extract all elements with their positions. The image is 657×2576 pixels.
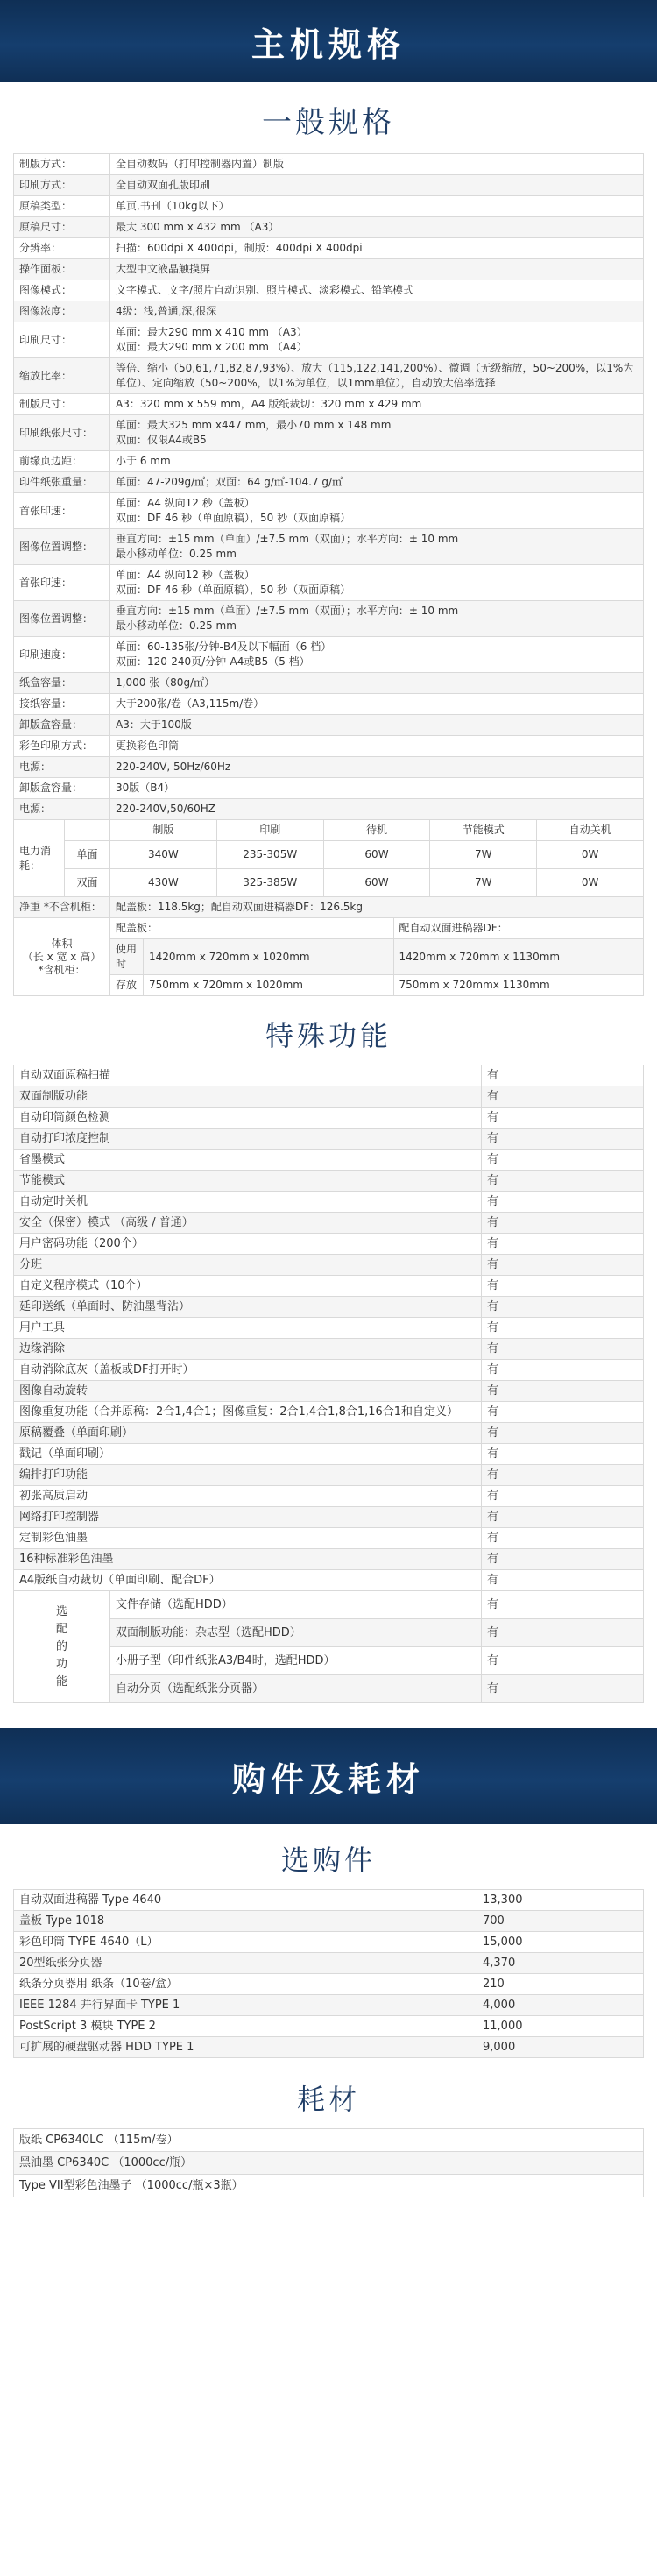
power-header-row: [14, 820, 644, 841]
spec-value: 1,000 张（80g/㎡）: [110, 673, 644, 694]
feature-value: 有: [482, 1297, 644, 1318]
feature-row: [14, 1402, 644, 1423]
feature-row: [14, 1570, 644, 1591]
header-title: 主机规格: [251, 25, 406, 64]
spec-label: 图像位置调整：: [14, 601, 110, 637]
feature-name: 安全（保密）模式 （高级 / 普通）: [14, 1213, 482, 1234]
feature-name: 编排打印功能: [14, 1465, 482, 1486]
power-value: 60W: [323, 841, 430, 869]
feature-name: 原稿覆叠（单面印刷）: [14, 1423, 482, 1444]
power-header: 印刷: [216, 820, 323, 841]
spec-label: 原稿类型：: [14, 196, 110, 217]
feature-name: 初张高质启动: [14, 1486, 482, 1507]
spec-value: 4级：浅,普通,深,很深: [110, 301, 644, 322]
spec-row: [14, 778, 644, 799]
spec-label: 印刷尺寸：: [14, 322, 110, 358]
option-name: 可扩展的硬盘驱动器 HDD TYPE 1: [14, 2037, 477, 2058]
spec-label: 卸版盒容量：: [14, 715, 110, 736]
spec-label: 操作面板：: [14, 259, 110, 280]
general-spec-title: 一般规格: [262, 105, 395, 140]
consumable-row: [14, 2129, 644, 2152]
feature-row: [14, 1086, 644, 1108]
feature-value: 有: [482, 1423, 644, 1444]
power-consumption-table: [13, 819, 644, 897]
optional-value: 有: [482, 1619, 644, 1647]
power-header: 制版: [110, 820, 217, 841]
feature-value: 有: [482, 1065, 644, 1086]
spec-row: [14, 280, 644, 301]
consumables-table: [13, 2128, 644, 2197]
option-row: [14, 1974, 644, 1995]
option-row: [14, 2016, 644, 2037]
option-price: 210: [477, 1974, 644, 1995]
spec-row: [14, 358, 644, 394]
feature-value: 有: [482, 1549, 644, 1570]
feature-value: 有: [482, 1213, 644, 1234]
options-table: [13, 1889, 644, 2058]
spec-value: 单页,书刊（10kg以下）: [110, 196, 644, 217]
optional-features-table: [13, 1590, 644, 1703]
feature-value: 有: [482, 1339, 644, 1360]
feature-row: [14, 1549, 644, 1570]
feature-value: 有: [482, 1255, 644, 1276]
feature-row: [14, 1065, 644, 1086]
feature-value: 有: [482, 1108, 644, 1129]
feature-name: 延印送纸（单面时、防油墨背沾）: [14, 1297, 482, 1318]
consumable-name: 版纸 CP6340LC （115m/卷）: [14, 2129, 644, 2152]
option-price: 9,000: [477, 2037, 644, 2058]
spec-row: [14, 196, 644, 217]
spec-label: 首张印速：: [14, 565, 110, 601]
feature-value: 有: [482, 1276, 644, 1297]
option-price: 11,000: [477, 2016, 644, 2037]
spec-label: 电源：: [14, 757, 110, 778]
consumable-row: [14, 2152, 644, 2175]
feature-row: [14, 1129, 644, 1150]
spec-value: 扫描：600dpi X 400dpi，制版：400dpi X 400dpi: [110, 238, 644, 259]
spec-value: 大型中文液晶触摸屏: [110, 259, 644, 280]
feature-row: [14, 1507, 644, 1528]
weight-value: 配盖板：118.5kg；配自动双面进稿器DF：126.5kg: [110, 897, 644, 918]
option-row: [14, 1890, 644, 1911]
feature-row: [14, 1213, 644, 1234]
spec-label: 电源：: [14, 799, 110, 820]
dim-state: 使用时: [110, 939, 144, 975]
spec-row: [14, 451, 644, 472]
dimensions-label: 体积 （长 x 宽 x 高） *含机柜：: [14, 918, 110, 996]
feature-name: 图像重复功能（合并原稿：2合1,4合1；图像重复：2合1,4合1,8合1,16合1和自定义）: [14, 1402, 482, 1423]
feature-value: 有: [482, 1402, 644, 1423]
spec-label: 图像位置调整：: [14, 529, 110, 565]
option-row: [14, 1953, 644, 1974]
spec-value: 30版（B4）: [110, 778, 644, 799]
power-value: 235-305W: [216, 841, 323, 869]
optional-value: 有: [482, 1647, 644, 1675]
feature-name: 16种标准彩色油墨: [14, 1549, 482, 1570]
option-row: [14, 1932, 644, 1953]
feature-name: 节能模式: [14, 1171, 482, 1192]
spec-row: [14, 217, 644, 238]
spec-value: A3：大于100版: [110, 715, 644, 736]
feature-value: 有: [482, 1234, 644, 1255]
feature-name: 定制彩色油墨: [14, 1528, 482, 1549]
dim-value: 1420mm x 720mm x 1130mm: [393, 939, 644, 975]
optional-name: 小册子型（印件纸张A3/B4时，选配HDD）: [110, 1647, 482, 1675]
feature-row: [14, 1444, 644, 1465]
spec-row: [14, 493, 644, 529]
option-price: 4,000: [477, 1995, 644, 2016]
power-value: 60W: [323, 869, 430, 897]
spec-value: 全自动双面孔版印刷: [110, 175, 644, 196]
spec-value: A3：320 mm x 559 mm，A4 版纸裁切：320 mm x 429 mm: [110, 394, 644, 415]
feature-name: 自动印筒颜色检测: [14, 1108, 482, 1129]
option-name: PostScript 3 模块 TYPE 2: [14, 2016, 477, 2037]
optional-row: [14, 1591, 644, 1619]
spec-label: 分辨率：: [14, 238, 110, 259]
feature-row: [14, 1423, 644, 1444]
feature-value: 有: [482, 1444, 644, 1465]
feature-value: 有: [482, 1570, 644, 1591]
power-value: 430W: [110, 869, 217, 897]
feature-row: [14, 1528, 644, 1549]
feature-name: 双面制版功能: [14, 1086, 482, 1108]
power-value: 7W: [430, 869, 537, 897]
option-name: 盖板 Type 1018: [14, 1911, 477, 1932]
power-header: 节能模式: [430, 820, 537, 841]
spec-row: [14, 565, 644, 601]
spec-label: 原稿尺寸：: [14, 217, 110, 238]
optional-name: 文件存储（选配HDD）: [110, 1591, 482, 1619]
spec-label: 纸盒容量：: [14, 673, 110, 694]
feature-row: [14, 1192, 644, 1213]
dim-value: 1420mm x 720mm x 1020mm: [144, 939, 394, 975]
spec-row: [14, 736, 644, 757]
feature-row: [14, 1150, 644, 1171]
power-row: [14, 841, 644, 869]
feature-row: [14, 1339, 644, 1360]
spec-row: [14, 301, 644, 322]
dim-value: 750mm x 720mmx 1130mm: [393, 975, 644, 996]
feature-name: 省墨模式: [14, 1150, 482, 1171]
optional-value: 有: [482, 1675, 644, 1703]
general-spec-table-b: [13, 564, 644, 820]
feature-name: 自动消除底灰（盖板或DF打开时）: [14, 1360, 482, 1381]
weight-row: [14, 897, 644, 918]
feature-row: [14, 1234, 644, 1255]
option-row: [14, 2037, 644, 2058]
feature-value: 有: [482, 1150, 644, 1171]
dim-state: 存放: [110, 975, 144, 996]
spec-label: 图像浓度：: [14, 301, 110, 322]
option-price: 13,300: [477, 1890, 644, 1911]
spec-label: 缩放比率：: [14, 358, 110, 394]
feature-row: [14, 1276, 644, 1297]
feature-value: 有: [482, 1318, 644, 1339]
dimensions-table: [13, 917, 644, 996]
spec-row: [14, 673, 644, 694]
spec-label: 接纸容量：: [14, 694, 110, 715]
weight-table: [13, 896, 644, 918]
option-name: 20型纸张分页器: [14, 1953, 477, 1974]
feature-name: 自动双面原稿扫描: [14, 1065, 482, 1086]
spec-label: 卸版盒容量：: [14, 778, 110, 799]
spec-label: 前缘页边距：: [14, 451, 110, 472]
feature-row: [14, 1171, 644, 1192]
spec-row: [14, 799, 644, 820]
option-row: [14, 1911, 644, 1932]
spec-row: [14, 757, 644, 778]
feature-row: [14, 1465, 644, 1486]
power-value: 0W: [537, 841, 644, 869]
spec-row: [14, 694, 644, 715]
spec-value: 垂直方向：±15 mm（单面）/±7.5 mm（双面）；水平方向：± 10 mm 最小移动单位：0.25 mm: [110, 529, 644, 565]
option-name: IEEE 1284 并行界面卡 TYPE 1: [14, 1995, 477, 2016]
feature-value: 有: [482, 1486, 644, 1507]
spec-label: 图像模式：: [14, 280, 110, 301]
special-features-table: [13, 1065, 644, 1591]
dim-col-header: 配自动双面进稿器DF：: [393, 918, 644, 939]
feature-name: 自定义程序模式（10个）: [14, 1276, 482, 1297]
spec-row: [14, 415, 644, 451]
spec-label: 首张印速：: [14, 493, 110, 529]
general-spec-table-a: [13, 153, 644, 565]
feature-value: 有: [482, 1129, 644, 1150]
feature-name: 网络打印控制器: [14, 1507, 482, 1528]
power-header: 待机: [323, 820, 430, 841]
feature-row: [14, 1360, 644, 1381]
feature-name: 用户工具: [14, 1318, 482, 1339]
spec-label: 制版方式：: [14, 154, 110, 175]
feature-value: 有: [482, 1171, 644, 1192]
spec-row: [14, 637, 644, 673]
spec-value: 更换彩色印筒: [110, 736, 644, 757]
spec-label: 印件纸张重量：: [14, 472, 110, 493]
spec-value: 单面：A4 纵向12 秒（盖板） 双面：DF 46 秒（单面原稿），50 秒（双面原稿）: [110, 493, 644, 529]
spec-value: 大于200张/卷（A3,115m/卷）: [110, 694, 644, 715]
spec-row: [14, 394, 644, 415]
feature-value: 有: [482, 1528, 644, 1549]
optional-label: 选 配 的 功 能: [14, 1591, 110, 1703]
option-name: 纸条分页器用 纸条（10卷/盒）: [14, 1974, 477, 1995]
spec-value: 等倍、缩小（50,61,71,82,87,93%）、放大（115,122,141,200%）、微调（无级缩放，50~200%，以1%为单位）、定向缩放（50~200%，以1%为单位，以1mm单位），自动放大倍率选择: [110, 358, 644, 394]
power-row: [14, 869, 644, 897]
spec-row: [14, 715, 644, 736]
spec-row: [14, 259, 644, 280]
spec-row: [14, 238, 644, 259]
feature-name: 图像自动旋转: [14, 1381, 482, 1402]
spec-value: 单面：A4 纵向12 秒（盖板） 双面：DF 46 秒（单面原稿），50 秒（双面原稿）: [110, 565, 644, 601]
spec-value: 最大 300 mm x 432 mm （A3）: [110, 217, 644, 238]
dim-col-header: 配盖板：: [110, 918, 394, 939]
weight-label: 净重 *不含机柜：: [14, 897, 110, 918]
feature-name: 戳记（单面印刷）: [14, 1444, 482, 1465]
spec-value: 单面：最大325 mm x447 mm，最小70 mm x 148 mm 双面：仅限A4或B5: [110, 415, 644, 451]
spec-value: 220-240V,50/60HZ: [110, 799, 644, 820]
spec-label: 印刷速度：: [14, 637, 110, 673]
spec-value: 220-240V, 50Hz/60Hz: [110, 757, 644, 778]
dim-value: 750mm x 720mm x 1020mm: [144, 975, 394, 996]
spec-row: [14, 322, 644, 358]
feature-value: 有: [482, 1465, 644, 1486]
spec-row: [14, 601, 644, 637]
feature-row: [14, 1381, 644, 1402]
feature-name: 分班: [14, 1255, 482, 1276]
option-name: 彩色印筒 TYPE 4640（L）: [14, 1932, 477, 1953]
feature-name: A4版纸自动裁切（单面印刷、配合DF）: [14, 1570, 482, 1591]
spec-value: 单面：47-209g/㎡；双面：64 g/㎡-104.7 g/㎡: [110, 472, 644, 493]
optional-value: 有: [482, 1591, 644, 1619]
optional-name: 双面制版功能：杂志型（选配HDD）: [110, 1619, 482, 1647]
power-label: 电力消耗：: [14, 820, 65, 897]
dim-header-row: [14, 918, 644, 939]
feature-name: 边缘消除: [14, 1339, 482, 1360]
feature-name: 用户密码功能（200个）: [14, 1234, 482, 1255]
feature-value: 有: [482, 1360, 644, 1381]
spec-label: 印刷纸张尺寸：: [14, 415, 110, 451]
feature-value: 有: [482, 1192, 644, 1213]
spec-label: 印刷方式：: [14, 175, 110, 196]
consumable-name: Type VII型彩色油墨子 （1000cc/瓶×3瓶）: [14, 2175, 644, 2197]
feature-row: [14, 1108, 644, 1129]
feature-row: [14, 1486, 644, 1507]
feature-row: [14, 1318, 644, 1339]
spec-row: [14, 154, 644, 175]
consumable-name: 黑油墨 CP6340C （1000cc/瓶）: [14, 2152, 644, 2175]
option-price: 15,000: [477, 1932, 644, 1953]
spec-value: 文字模式、文字/照片自动识别、照片模式、淡彩模式、铅笔模式: [110, 280, 644, 301]
spec-value: 单面：最大290 mm x 410 mm （A3） 双面：最大290 mm x 200 mm （A4）: [110, 322, 644, 358]
power-header: 自动关机: [537, 820, 644, 841]
spec-row: [14, 175, 644, 196]
power-mode: 双面: [65, 869, 110, 897]
parts-banner-title: 购件及耗材: [231, 1759, 425, 1799]
power-value: 325-385W: [216, 869, 323, 897]
spec-value: 单面：60-135张/分钟-B4及以下幅面（6 档） 双面：120-240页/分钟-A4或B5（5 档）: [110, 637, 644, 673]
spec-row: [14, 472, 644, 493]
feature-row: [14, 1255, 644, 1276]
option-price: 700: [477, 1911, 644, 1932]
feature-name: 自动打印浓度控制: [14, 1129, 482, 1150]
consumables-title: 耗材: [296, 2083, 360, 2116]
feature-row: [14, 1297, 644, 1318]
special-features-title: 特殊功能: [265, 1019, 392, 1052]
parts-banner: [0, 1728, 657, 1824]
feature-name: 自动定时关机: [14, 1192, 482, 1213]
spec-value: 垂直方向：±15 mm（单面）/±7.5 mm（双面）；水平方向：± 10 mm 最小移动单位：0.25 mm: [110, 601, 644, 637]
option-name: 自动双面进稿器 Type 4640: [14, 1890, 477, 1911]
option-price: 4,370: [477, 1953, 644, 1974]
power-value: 7W: [430, 841, 537, 869]
options-title: 选购件: [280, 1844, 376, 1877]
spec-value: 全自动数码（打印控制器内置）制版: [110, 154, 644, 175]
feature-value: 有: [482, 1086, 644, 1108]
header-banner: [0, 0, 657, 82]
spec-label: 制版尺寸：: [14, 394, 110, 415]
feature-value: 有: [482, 1507, 644, 1528]
optional-name: 自动分页（选配纸张分页器）: [110, 1675, 482, 1703]
feature-value: 有: [482, 1381, 644, 1402]
spec-value: 小于 6 mm: [110, 451, 644, 472]
consumable-row: [14, 2175, 644, 2197]
spec-row: [14, 529, 644, 565]
power-value: 340W: [110, 841, 217, 869]
power-mode: 单面: [65, 841, 110, 869]
spec-label: 彩色印刷方式：: [14, 736, 110, 757]
power-value: 0W: [537, 869, 644, 897]
option-row: [14, 1995, 644, 2016]
